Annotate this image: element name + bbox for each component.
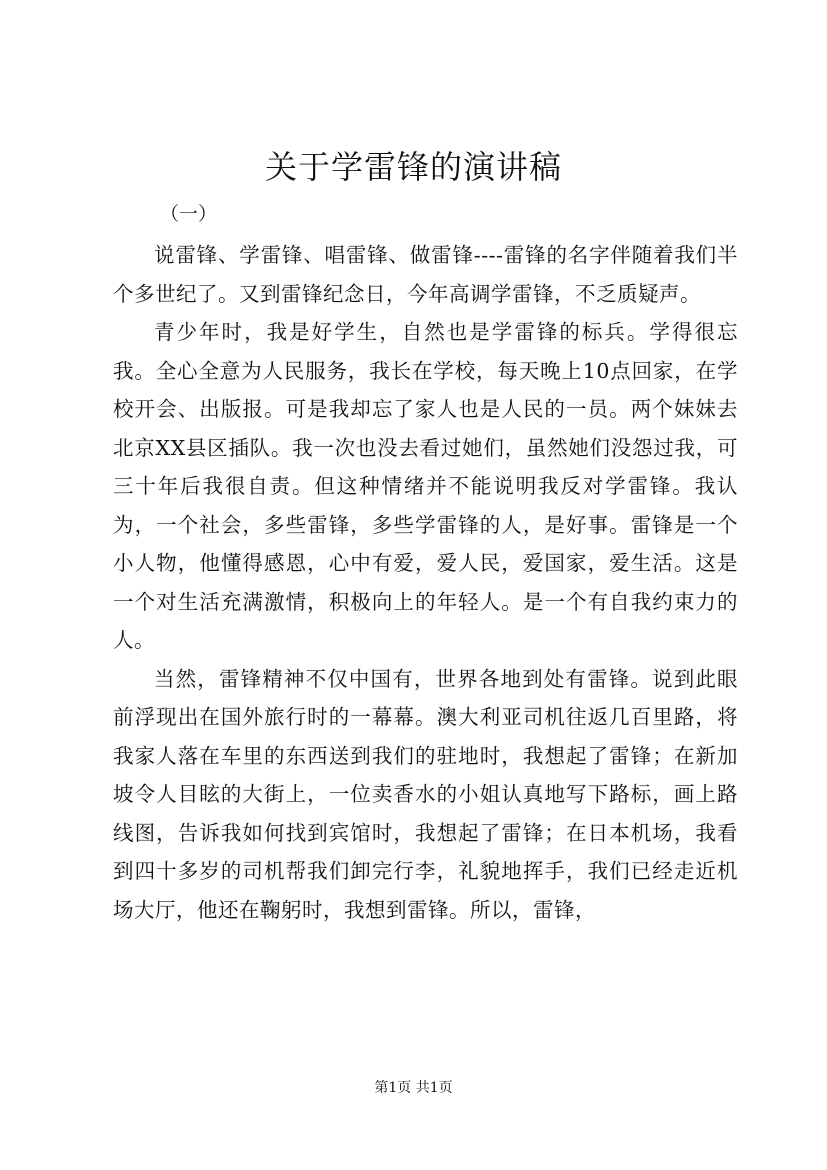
paragraph-3: 当然，雷锋精神不仅中国有，世界各地到处有雷锋。说到此眼前浮现出在国外旅行时的一幕幕。澳大利亚司机往返几百里路，将我家人落在车里的东西送到我们的驻地时，我想起了雷锋；在新加坡令人目眩的大街上，一位卖香水的小姐认真地写下路标，画上路线图，告诉我如何找到宾馆时，我想起了雷锋；在日本机场，我看到四十多岁的司机帮我们卸完行李，礼貌地挥手，我们已经走近机场大厅，他还在鞠躬时，我想到雷锋。所以，雷锋， — [113, 666, 738, 922]
paragraph-2: 青少年时，我是好学生，自然也是学雷锋的标兵。学得很忘我。全心全意为人民服务，我长在学校，每天晚上10点回家，在学校开会、出版报。可是我却忘了家人也是人民的一员。两个妹妹去北京XX县区插队。我一次也没去看过她们，虽然她们没怨过我，可三十年后我很自责。但这种情绪并不能说明我反对学雷锋。我认为，一个社会，多些雷锋，多些学雷锋的人，是好事。雷锋是一个小人物，他懂得感恩，心中有爱，爱人民，爱国家，爱生活。这是一个对生活充满激情，积极向上的年轻人。是一个有自我约束力的人。 — [113, 320, 738, 652]
page-number-label: 第1页 共1页 — [374, 1080, 453, 1096]
page-footer — [0, 1078, 827, 1098]
paragraph-1: 说雷锋、学雷锋、唱雷锋、做雷锋----雷锋的名字伴随着我们半个多世纪了。又到雷锋纪念日，今年高调学雷锋，不乏质疑声。 — [113, 243, 738, 306]
section-marker: （一） — [160, 203, 218, 225]
document-title: 关于学雷锋的演讲稿 — [264, 148, 562, 186]
document-body — [113, 236, 738, 929]
